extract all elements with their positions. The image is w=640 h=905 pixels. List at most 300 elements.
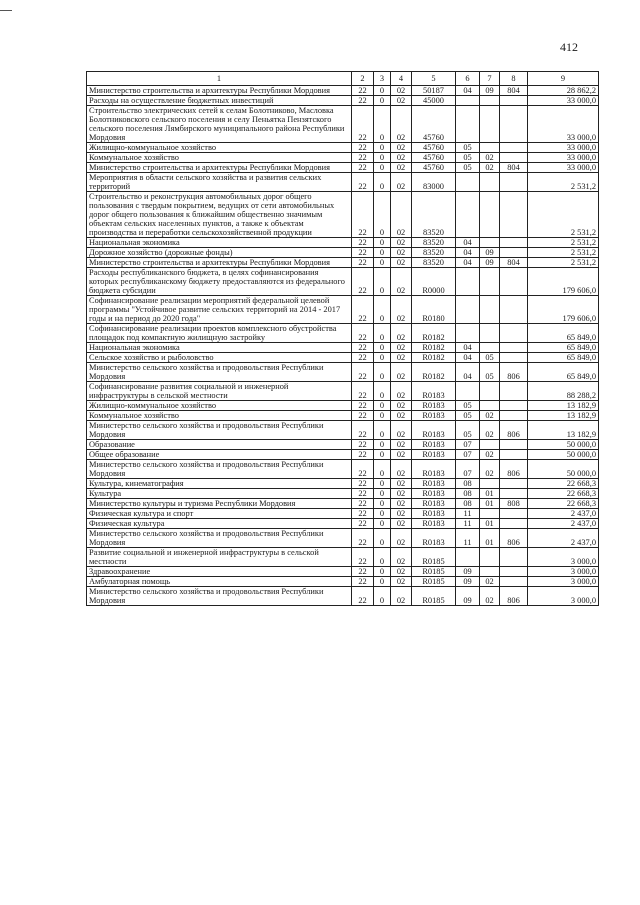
code-2: 22 [352, 440, 374, 450]
code-7: 01 [480, 519, 500, 529]
table-row [87, 173, 599, 192]
corner-mark [0, 10, 12, 11]
row-name: Развитие социальной и инженерной инфраструктуры в сельской местности [87, 548, 352, 567]
code-4: 02 [391, 296, 412, 324]
table-row [87, 248, 599, 258]
code-7 [480, 479, 500, 489]
code-2: 22 [352, 143, 374, 153]
amount: 50 000,0 [528, 460, 599, 479]
code-6 [456, 96, 480, 106]
row-name: Культура [87, 489, 352, 499]
code-2: 22 [352, 519, 374, 529]
code-5: R0185 [412, 567, 456, 577]
code-8 [500, 440, 528, 450]
code-4: 02 [391, 363, 412, 382]
amount: 2 437,0 [528, 519, 599, 529]
code-3: 0 [374, 460, 391, 479]
code-4: 02 [391, 173, 412, 192]
code-6: 05 [456, 143, 480, 153]
code-5: R0183 [412, 519, 456, 529]
row-name: Министерство строительства и архитектуры Республики Мордовия [87, 86, 352, 96]
amount: 33 000,0 [528, 143, 599, 153]
row-name: Софинансирование развития социальной и инженерной инфраструктуры в сельской местности [87, 382, 352, 401]
code-3: 0 [374, 382, 391, 401]
code-2: 22 [352, 567, 374, 577]
table-row [87, 450, 599, 460]
code-4: 02 [391, 153, 412, 163]
code-3: 0 [374, 192, 391, 238]
table-row [87, 567, 599, 577]
row-name: Софинансирование реализации проектов комплексного обустройства площадок под компактную жилищную застройку [87, 324, 352, 343]
row-name: Расходы республиканского бюджета, в целях софинансирования которых республиканскому бюджету предоставляются из федерального бюджета субсидии [87, 268, 352, 296]
code-8 [500, 548, 528, 567]
code-7 [480, 173, 500, 192]
code-2: 22 [352, 479, 374, 489]
table-row [87, 363, 599, 382]
code-6: 08 [456, 489, 480, 499]
row-name: Министерство сельского хозяйства и продовольствия Республики Мордовия [87, 363, 352, 382]
table-row [87, 577, 599, 587]
table-row [87, 143, 599, 153]
amount: 28 862,2 [528, 86, 599, 96]
code-3: 0 [374, 363, 391, 382]
row-name: Жилищно-коммунальное хозяйство [87, 401, 352, 411]
table-row [87, 519, 599, 529]
code-2: 22 [352, 450, 374, 460]
table-row [87, 587, 599, 606]
code-8 [500, 296, 528, 324]
code-2: 22 [352, 363, 374, 382]
code-3: 0 [374, 86, 391, 96]
code-8: 806 [500, 363, 528, 382]
code-2: 22 [352, 460, 374, 479]
header-row [87, 72, 599, 86]
code-3: 0 [374, 509, 391, 519]
table-row [87, 258, 599, 268]
row-name: Строительство электрических сетей к селам Болотниково, Масловка Болотниковского сельского поселения и селу Пеньятка Пензятского сельского поселения Лямбирского муниципального района Республики Мордовия [87, 106, 352, 143]
amount: 2 437,0 [528, 529, 599, 548]
code-6: 05 [456, 421, 480, 440]
code-5: 83520 [412, 238, 456, 248]
code-7: 01 [480, 499, 500, 509]
code-4: 02 [391, 411, 412, 421]
row-name: Софинансирование реализации мероприятий федеральной целевой программы "Устойчивое развитие сельских территорий на 2014 - 2017 годы и на период до 2020 года" [87, 296, 352, 324]
code-8 [500, 519, 528, 529]
code-8 [500, 248, 528, 258]
code-8 [500, 509, 528, 519]
amount: 2 531,2 [528, 248, 599, 258]
amount: 50 000,0 [528, 450, 599, 460]
code-2: 22 [352, 489, 374, 499]
code-4: 02 [391, 382, 412, 401]
code-4: 02 [391, 106, 412, 143]
code-5: R0183 [412, 421, 456, 440]
code-2: 22 [352, 258, 374, 268]
code-8 [500, 401, 528, 411]
code-5: R0182 [412, 324, 456, 343]
code-4: 02 [391, 440, 412, 450]
amount: 88 288,2 [528, 382, 599, 401]
code-5: R0183 [412, 411, 456, 421]
code-5: R0182 [412, 343, 456, 353]
amount: 33 000,0 [528, 96, 599, 106]
amount: 2 531,2 [528, 173, 599, 192]
code-7: 02 [480, 587, 500, 606]
code-3: 0 [374, 529, 391, 548]
code-2: 22 [352, 153, 374, 163]
column-header-6: 6 [456, 72, 480, 86]
code-7: 05 [480, 363, 500, 382]
code-2: 22 [352, 411, 374, 421]
code-2: 22 [352, 529, 374, 548]
code-4: 02 [391, 258, 412, 268]
code-2: 22 [352, 421, 374, 440]
code-5: R0183 [412, 499, 456, 509]
code-3: 0 [374, 96, 391, 106]
code-4: 02 [391, 519, 412, 529]
code-4: 02 [391, 86, 412, 96]
code-2: 22 [352, 587, 374, 606]
column-header-7: 7 [480, 72, 500, 86]
row-name: Коммунальное хозяйство [87, 153, 352, 163]
table-body [87, 86, 599, 606]
code-8: 804 [500, 86, 528, 96]
code-5: 83520 [412, 258, 456, 268]
column-header-9: 9 [528, 72, 599, 86]
row-name: Здравоохранение [87, 567, 352, 577]
code-2: 22 [352, 86, 374, 96]
code-6 [456, 382, 480, 401]
table-row [87, 238, 599, 248]
row-name: Министерство сельского хозяйства и продовольствия Республики Мордовия [87, 421, 352, 440]
code-4: 02 [391, 587, 412, 606]
code-5: R0183 [412, 440, 456, 450]
code-6 [456, 296, 480, 324]
amount: 2 437,0 [528, 509, 599, 519]
amount: 179 606,0 [528, 296, 599, 324]
row-name: Министерство сельского хозяйства и продовольствия Республики Мордовия [87, 460, 352, 479]
code-5: R0185 [412, 587, 456, 606]
code-7: 02 [480, 153, 500, 163]
code-7 [480, 509, 500, 519]
code-3: 0 [374, 567, 391, 577]
amount: 65 849,0 [528, 353, 599, 363]
code-4: 02 [391, 401, 412, 411]
code-4: 02 [391, 489, 412, 499]
table-row [87, 382, 599, 401]
code-7: 01 [480, 489, 500, 499]
code-7 [480, 324, 500, 343]
amount: 65 849,0 [528, 324, 599, 343]
row-name: Культура, кинематография [87, 479, 352, 489]
code-2: 22 [352, 499, 374, 509]
code-7: 01 [480, 529, 500, 548]
code-4: 02 [391, 143, 412, 153]
amount: 22 668,3 [528, 499, 599, 509]
code-5: R0183 [412, 460, 456, 479]
amount: 13 182,9 [528, 411, 599, 421]
amount: 2 531,2 [528, 192, 599, 238]
code-4: 02 [391, 324, 412, 343]
code-3: 0 [374, 548, 391, 567]
code-5: 50187 [412, 86, 456, 96]
code-7: 02 [480, 421, 500, 440]
code-5: 45760 [412, 153, 456, 163]
code-7: 02 [480, 411, 500, 421]
code-2: 22 [352, 163, 374, 173]
code-6: 05 [456, 153, 480, 163]
code-7: 02 [480, 450, 500, 460]
code-5: R0183 [412, 489, 456, 499]
code-4: 02 [391, 577, 412, 587]
code-4: 02 [391, 499, 412, 509]
code-3: 0 [374, 238, 391, 248]
code-5: R0185 [412, 577, 456, 587]
code-8: 804 [500, 258, 528, 268]
code-4: 02 [391, 479, 412, 489]
code-6: 07 [456, 450, 480, 460]
code-5: R0183 [412, 450, 456, 460]
code-6 [456, 173, 480, 192]
code-6: 05 [456, 411, 480, 421]
code-7: 09 [480, 86, 500, 96]
code-3: 0 [374, 248, 391, 258]
amount: 33 000,0 [528, 163, 599, 173]
code-3: 0 [374, 479, 391, 489]
code-3: 0 [374, 450, 391, 460]
code-3: 0 [374, 343, 391, 353]
amount: 3 000,0 [528, 587, 599, 606]
code-3: 0 [374, 106, 391, 143]
code-2: 22 [352, 238, 374, 248]
code-5: 45000 [412, 96, 456, 106]
code-8 [500, 173, 528, 192]
code-6: 11 [456, 519, 480, 529]
code-6: 04 [456, 363, 480, 382]
code-5: 45760 [412, 163, 456, 173]
code-3: 0 [374, 577, 391, 587]
table-row [87, 153, 599, 163]
row-name: Министерство строительства и архитектуры Республики Мордовия [87, 163, 352, 173]
code-5: R0183 [412, 509, 456, 519]
code-5: R0183 [412, 529, 456, 548]
code-4: 02 [391, 567, 412, 577]
code-2: 22 [352, 509, 374, 519]
table-row [87, 106, 599, 143]
code-5: R0183 [412, 401, 456, 411]
code-5: 83520 [412, 248, 456, 258]
table-row [87, 460, 599, 479]
table-row [87, 499, 599, 509]
code-6: 07 [456, 440, 480, 450]
code-7: 09 [480, 258, 500, 268]
table-row [87, 192, 599, 238]
code-8: 806 [500, 529, 528, 548]
column-header-3: 3 [374, 72, 391, 86]
code-4: 02 [391, 529, 412, 548]
amount: 65 849,0 [528, 343, 599, 353]
code-8 [500, 268, 528, 296]
code-5: R0183 [412, 479, 456, 489]
code-2: 22 [352, 353, 374, 363]
code-2: 22 [352, 268, 374, 296]
code-3: 0 [374, 401, 391, 411]
code-2: 22 [352, 577, 374, 587]
code-7 [480, 567, 500, 577]
code-5: R0180 [412, 296, 456, 324]
code-8 [500, 489, 528, 499]
code-2: 22 [352, 173, 374, 192]
amount: 179 606,0 [528, 268, 599, 296]
row-name: Жилищно-коммунальное хозяйство [87, 143, 352, 153]
amount: 3 000,0 [528, 577, 599, 587]
amount: 2 531,2 [528, 258, 599, 268]
code-5: 45760 [412, 106, 456, 143]
code-2: 22 [352, 343, 374, 353]
code-7 [480, 268, 500, 296]
amount: 22 668,3 [528, 479, 599, 489]
code-6: 04 [456, 238, 480, 248]
code-2: 22 [352, 192, 374, 238]
row-name: Национальная экономика [87, 343, 352, 353]
code-3: 0 [374, 173, 391, 192]
code-7 [480, 238, 500, 248]
row-name: Министерство сельского хозяйства и продовольствия Республики Мордовия [87, 587, 352, 606]
code-8: 808 [500, 499, 528, 509]
code-5: R0183 [412, 382, 456, 401]
row-name: Общее образование [87, 450, 352, 460]
code-3: 0 [374, 296, 391, 324]
code-4: 02 [391, 509, 412, 519]
table-row [87, 529, 599, 548]
code-8 [500, 353, 528, 363]
amount: 65 849,0 [528, 363, 599, 382]
code-4: 02 [391, 460, 412, 479]
code-2: 22 [352, 382, 374, 401]
code-8: 806 [500, 460, 528, 479]
table-row [87, 411, 599, 421]
code-6 [456, 192, 480, 238]
code-7: 02 [480, 577, 500, 587]
code-6: 04 [456, 258, 480, 268]
code-8 [500, 450, 528, 460]
code-5: R0000 [412, 268, 456, 296]
amount: 50 000,0 [528, 440, 599, 450]
code-8 [500, 192, 528, 238]
table-row [87, 163, 599, 173]
code-3: 0 [374, 143, 391, 153]
code-7 [480, 548, 500, 567]
code-4: 02 [391, 248, 412, 258]
code-8 [500, 577, 528, 587]
code-4: 02 [391, 450, 412, 460]
code-3: 0 [374, 421, 391, 440]
code-5: 83000 [412, 173, 456, 192]
row-name: Физическая культура и спорт [87, 509, 352, 519]
row-name: Мероприятия в области сельского хозяйства и развития сельских территорий [87, 173, 352, 192]
table-row [87, 421, 599, 440]
code-8 [500, 567, 528, 577]
column-header-5: 5 [412, 72, 456, 86]
code-7 [480, 440, 500, 450]
column-header-8: 8 [500, 72, 528, 86]
code-3: 0 [374, 153, 391, 163]
code-3: 0 [374, 587, 391, 606]
amount: 2 531,2 [528, 238, 599, 248]
column-header-2: 2 [352, 72, 374, 86]
code-8 [500, 411, 528, 421]
code-7 [480, 343, 500, 353]
code-8 [500, 382, 528, 401]
amount: 33 000,0 [528, 153, 599, 163]
table-row [87, 86, 599, 96]
code-7: 09 [480, 248, 500, 258]
row-name: Министерство сельского хозяйства и продовольствия Республики Мордовия [87, 529, 352, 548]
code-3: 0 [374, 353, 391, 363]
code-7: 02 [480, 163, 500, 173]
code-3: 0 [374, 519, 391, 529]
code-4: 02 [391, 238, 412, 248]
row-name: Министерство культуры и туризма Республики Мордовия [87, 499, 352, 509]
code-7 [480, 96, 500, 106]
table-row [87, 296, 599, 324]
table-row [87, 401, 599, 411]
table-row [87, 353, 599, 363]
code-4: 02 [391, 96, 412, 106]
code-2: 22 [352, 548, 374, 567]
code-7 [480, 382, 500, 401]
code-6: 07 [456, 460, 480, 479]
row-name: Образование [87, 440, 352, 450]
code-4: 02 [391, 421, 412, 440]
code-8 [500, 96, 528, 106]
code-6 [456, 548, 480, 567]
code-6: 08 [456, 499, 480, 509]
code-7 [480, 296, 500, 324]
row-name: Сельское хозяйство и рыболовство [87, 353, 352, 363]
amount: 13 182,9 [528, 421, 599, 440]
code-4: 02 [391, 343, 412, 353]
code-2: 22 [352, 296, 374, 324]
row-name: Коммунальное хозяйство [87, 411, 352, 421]
code-5: R0182 [412, 353, 456, 363]
code-3: 0 [374, 499, 391, 509]
code-2: 22 [352, 324, 374, 343]
code-8 [500, 343, 528, 353]
code-2: 22 [352, 96, 374, 106]
code-5: 83520 [412, 192, 456, 238]
code-7: 05 [480, 353, 500, 363]
amount: 33 000,0 [528, 106, 599, 143]
code-4: 02 [391, 163, 412, 173]
code-3: 0 [374, 324, 391, 343]
code-7 [480, 401, 500, 411]
code-3: 0 [374, 489, 391, 499]
code-6: 09 [456, 587, 480, 606]
code-6: 09 [456, 567, 480, 577]
budget-table [86, 71, 599, 606]
code-6: 11 [456, 509, 480, 519]
table-row [87, 479, 599, 489]
code-5: R0182 [412, 363, 456, 382]
code-6 [456, 268, 480, 296]
code-8 [500, 238, 528, 248]
code-6: 05 [456, 401, 480, 411]
code-8 [500, 324, 528, 343]
amount: 3 000,0 [528, 567, 599, 577]
code-2: 22 [352, 248, 374, 258]
row-name: Дорожное хозяйство (дорожные фонды) [87, 248, 352, 258]
